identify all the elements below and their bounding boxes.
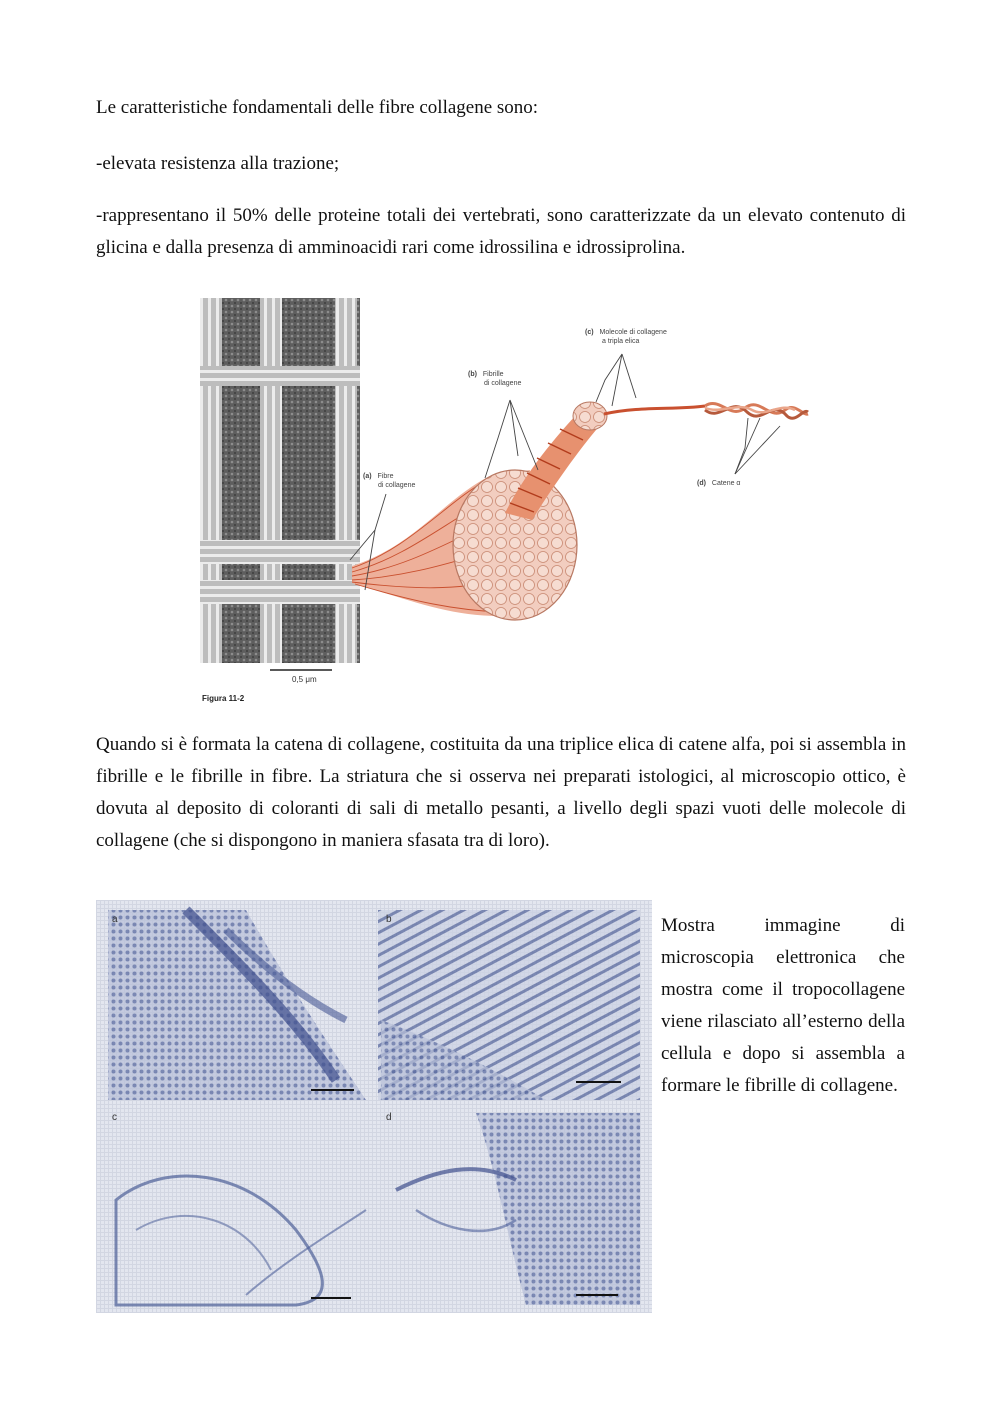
panel-d-label: d bbox=[386, 1112, 392, 1123]
label-b-text2: di collagene bbox=[484, 380, 522, 387]
label-c-text2: a tripla elica bbox=[602, 338, 640, 345]
label-c-text1: Molecole di collagene bbox=[599, 329, 667, 336]
electron-microscopy-photo bbox=[96, 900, 652, 1313]
assembly-paragraph: Quando si è formata la catena di collagene, costituita da una triplice elica di catene alfa, poi si assembla in fibrille e le fibrille in fibre. La striatura che si osserva nei preparati istologici, al microscopio ottico, è dovuta al deposito di coloranti di sali di metallo pesanti, a livello degli spazi vuoti delle molecole di collagene (che si dispongono in maniera sfasata tra di loro). bbox=[96, 734, 906, 851]
collagen-structure-figure bbox=[200, 298, 810, 710]
triple-helix-molecule bbox=[604, 403, 808, 418]
label-a-text1: Fibre bbox=[377, 473, 394, 480]
label-c-letter: (c) bbox=[585, 329, 594, 336]
bullet-tensile-strength: -elevata resistenza alla trazione; bbox=[96, 153, 340, 174]
bullet-protein-content: -rappresentano il 50% delle proteine totali dei vertebrati, sono caratterizzate da un elevato contenuto di glicina e dalla presenza di amminoacidi rari come idrossilina e idrossiprolina. bbox=[96, 205, 906, 258]
scale-label: 0,5 μm bbox=[292, 675, 317, 684]
label-b-text1: Fibrille bbox=[482, 371, 504, 378]
panel-b bbox=[378, 910, 640, 1100]
label-b-letter: (b) bbox=[468, 371, 477, 378]
electron-micrograph bbox=[200, 298, 360, 663]
svg-text:(d) Catene α bbox=[697, 480, 740, 487]
svg-text:(c) Molecole di collagene bbox=[585, 329, 667, 336]
figure-number: Figura 11-2 bbox=[202, 694, 245, 703]
intro-paragraph: Le caratteristiche fondamentali delle fibre collagene sono: bbox=[96, 97, 539, 118]
micrograph-caption: Mostra immagine di microscopia elettronica che mostra come il tropocollagene viene rilasciato all’esterno della cellula e dopo si assembla a formare le fibrille di collagene. bbox=[661, 915, 905, 1096]
svg-text:(a) Fibre bbox=[363, 473, 394, 480]
panel-a-label: a bbox=[112, 914, 118, 925]
label-d-text: Catene α bbox=[711, 480, 741, 487]
panel-b-label: b bbox=[386, 914, 392, 925]
panel-c-label: c bbox=[112, 1112, 117, 1123]
label-a-text2: di collagene bbox=[378, 482, 416, 489]
label-a-letter: (a) bbox=[363, 473, 372, 480]
svg-text:(b) Fibrille bbox=[468, 371, 504, 378]
label-d-letter: (d) bbox=[697, 480, 706, 487]
